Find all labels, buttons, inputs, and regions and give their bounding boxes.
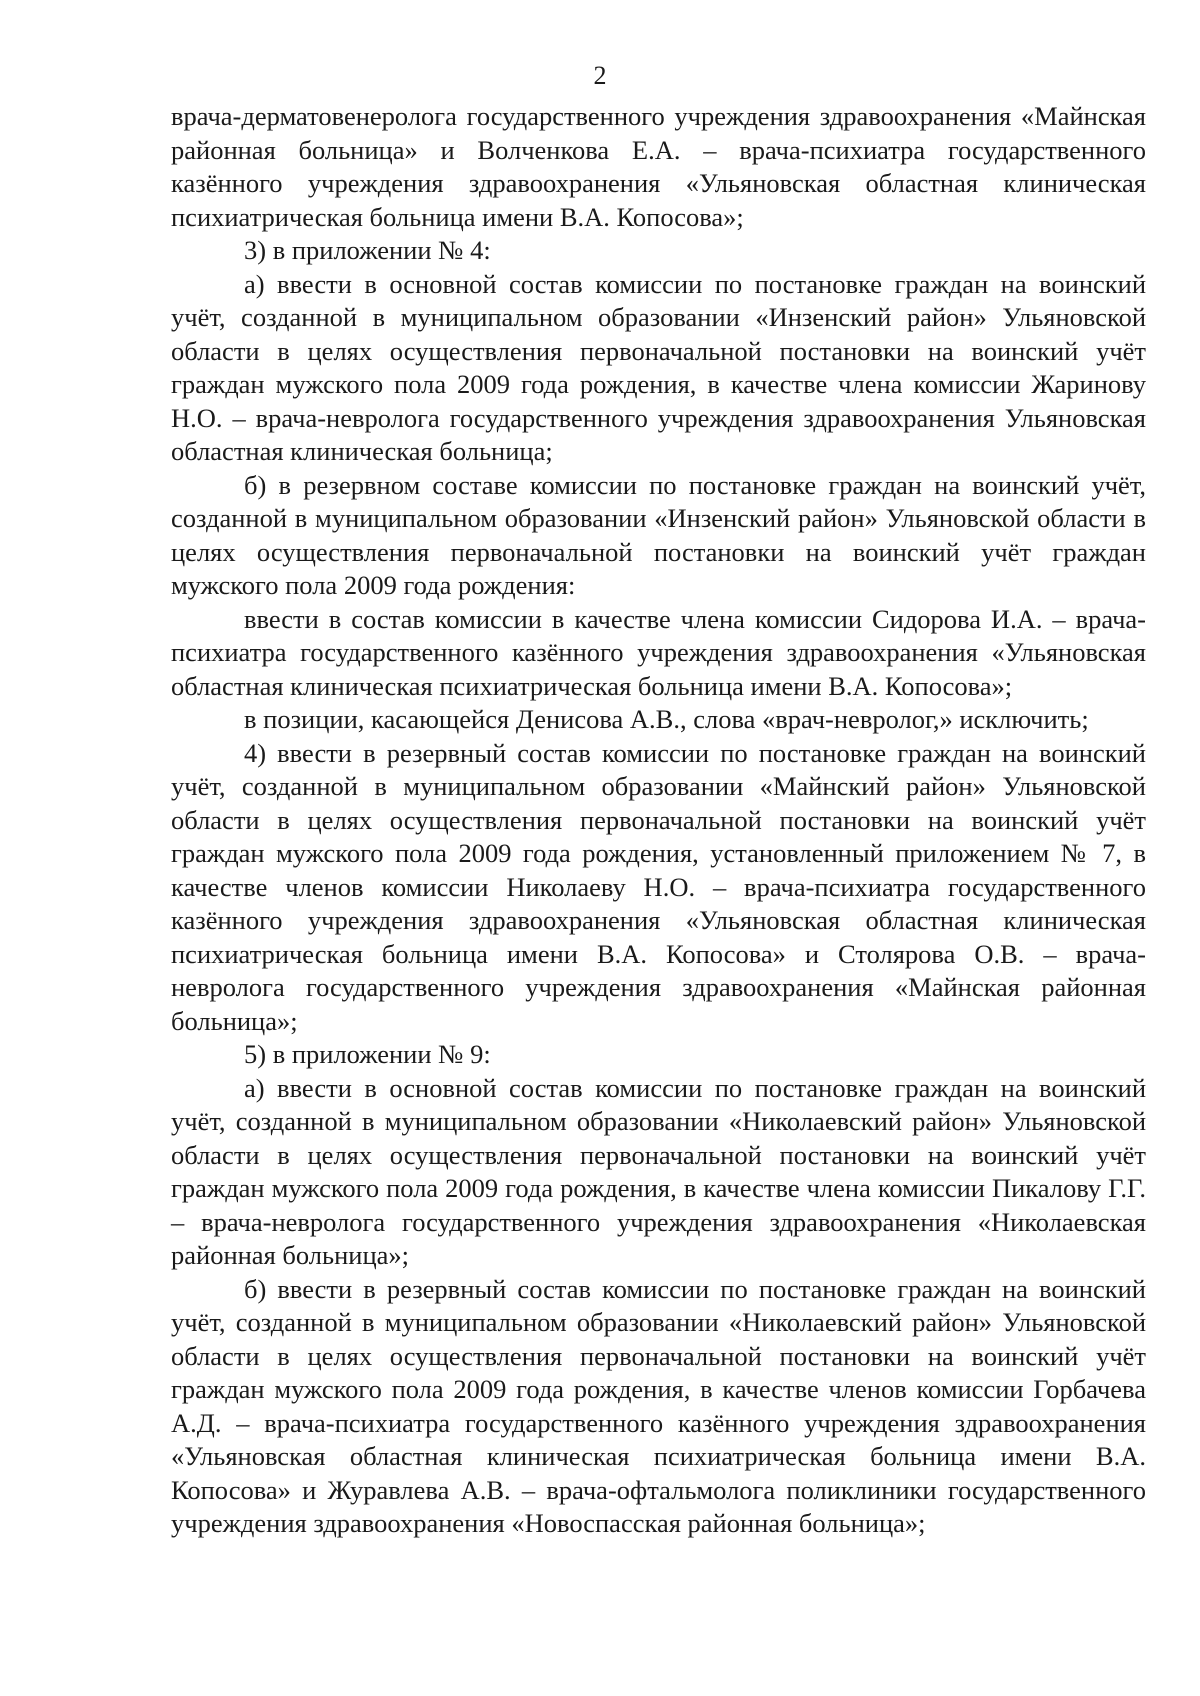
paragraph-continuation: врача-дерматовенеролога государственного учреждения здравоохранения «Майнская районная больница» и Волченкова Е.А. – врача-психиатра государственного казённого учреждения здравоохранения «Ульяновская областная клиническая психиатрическая больница имени В.А. Копосова»; [171, 101, 1146, 232]
paragraph-item-5a: а) ввести в основной состав комиссии по постановке граждан на воинский учёт, созданной в муниципальном образовании «Николаевский район» Ульяновской области в целях осуществления первоначальной постановки на воинский учёт граждан мужского пола 2009 года рождения, в качестве члена комиссии Пикалову Г.Г. – врача-невролога государственного учреждения здравоохранения «Николаевская районная больница»; [171, 1072, 1146, 1270]
paragraph-item-3b-add: ввести в состав комиссии в качестве члена комиссии Сидорова И.А. – врача-психиатра государственного казённого учреждения здравоохранения «Ульяновская областная клиническая психиатрическая больница имени В.А. Копосова»; [171, 603, 1146, 701]
document-body [171, 100, 1146, 1541]
paragraph-item-5b: б) ввести в резервный состав комиссии по постановке граждан на воинский учёт, созданной в муниципальном образовании «Николаевский район» Ульяновской области в целях осуществления первоначальной постановки на воинский учёт граждан мужского пола 2009 года рождения, в качестве членов комиссии Горбачева А.Д. – врача-психиатра государственного казённого учреждения здравоохранения «Ульяновская областная клиническая психиатрическая больница имени В.А. Копосова» и Журавлева А.В. – врача-офтальмолога поликлиники государственного учреждения здравоохранения «Новоспасская районная больница»; [171, 1273, 1146, 1538]
paragraph-item-3a: а) ввести в основной состав комиссии по постановке граждан на воинский учёт, созданной в муниципальном образовании «Инзенский район» Ульяновской области в целях осуществления первоначальной постановки на воинский учёт граждан мужского пола 2009 года рождения, в качестве члена комиссии Жаринову Н.О. – врача-невролога государственного учреждения здравоохранения Ульяновская областная клиническая больница; [171, 268, 1146, 466]
paragraph-item-3b: б) в резервном составе комиссии по постановке граждан на воинский учёт, созданной в муниципальном образовании «Инзенский район» Ульяновской области в целях осуществления первоначальной постановки на воинский учёт граждан мужского пола 2009 года рождения: [171, 469, 1146, 600]
paragraph-item-3b-exclude: в позиции, касающейся Денисова А.В., слова «врач-невролог,» исключить; [244, 704, 1089, 734]
paragraph-item-4: 4) ввести в резервный состав комиссии по постановке граждан на воинский учёт, созданной в муниципальном образовании «Майнский район» Ульяновской области в целях осуществления первоначальной постановки на воинский учёт граждан мужского пола 2009 года рождения, установленный приложением № 7, в качестве членов комиссии Николаеву Н.О. – врача-психиатра государственного казённого учреждения здравоохранения «Ульяновская областная клиническая психиатрическая больница имени В.А. Копосова» и Столярова О.В. – врача-невролога государственного учреждения здравоохранения «Майнская районная больница»; [171, 737, 1146, 1036]
paragraph-item-5: 5) в приложении № 9: [244, 1039, 491, 1069]
page-number: 2 [593, 61, 607, 90]
paragraph-item-3: 3) в приложении № 4: [244, 235, 491, 265]
